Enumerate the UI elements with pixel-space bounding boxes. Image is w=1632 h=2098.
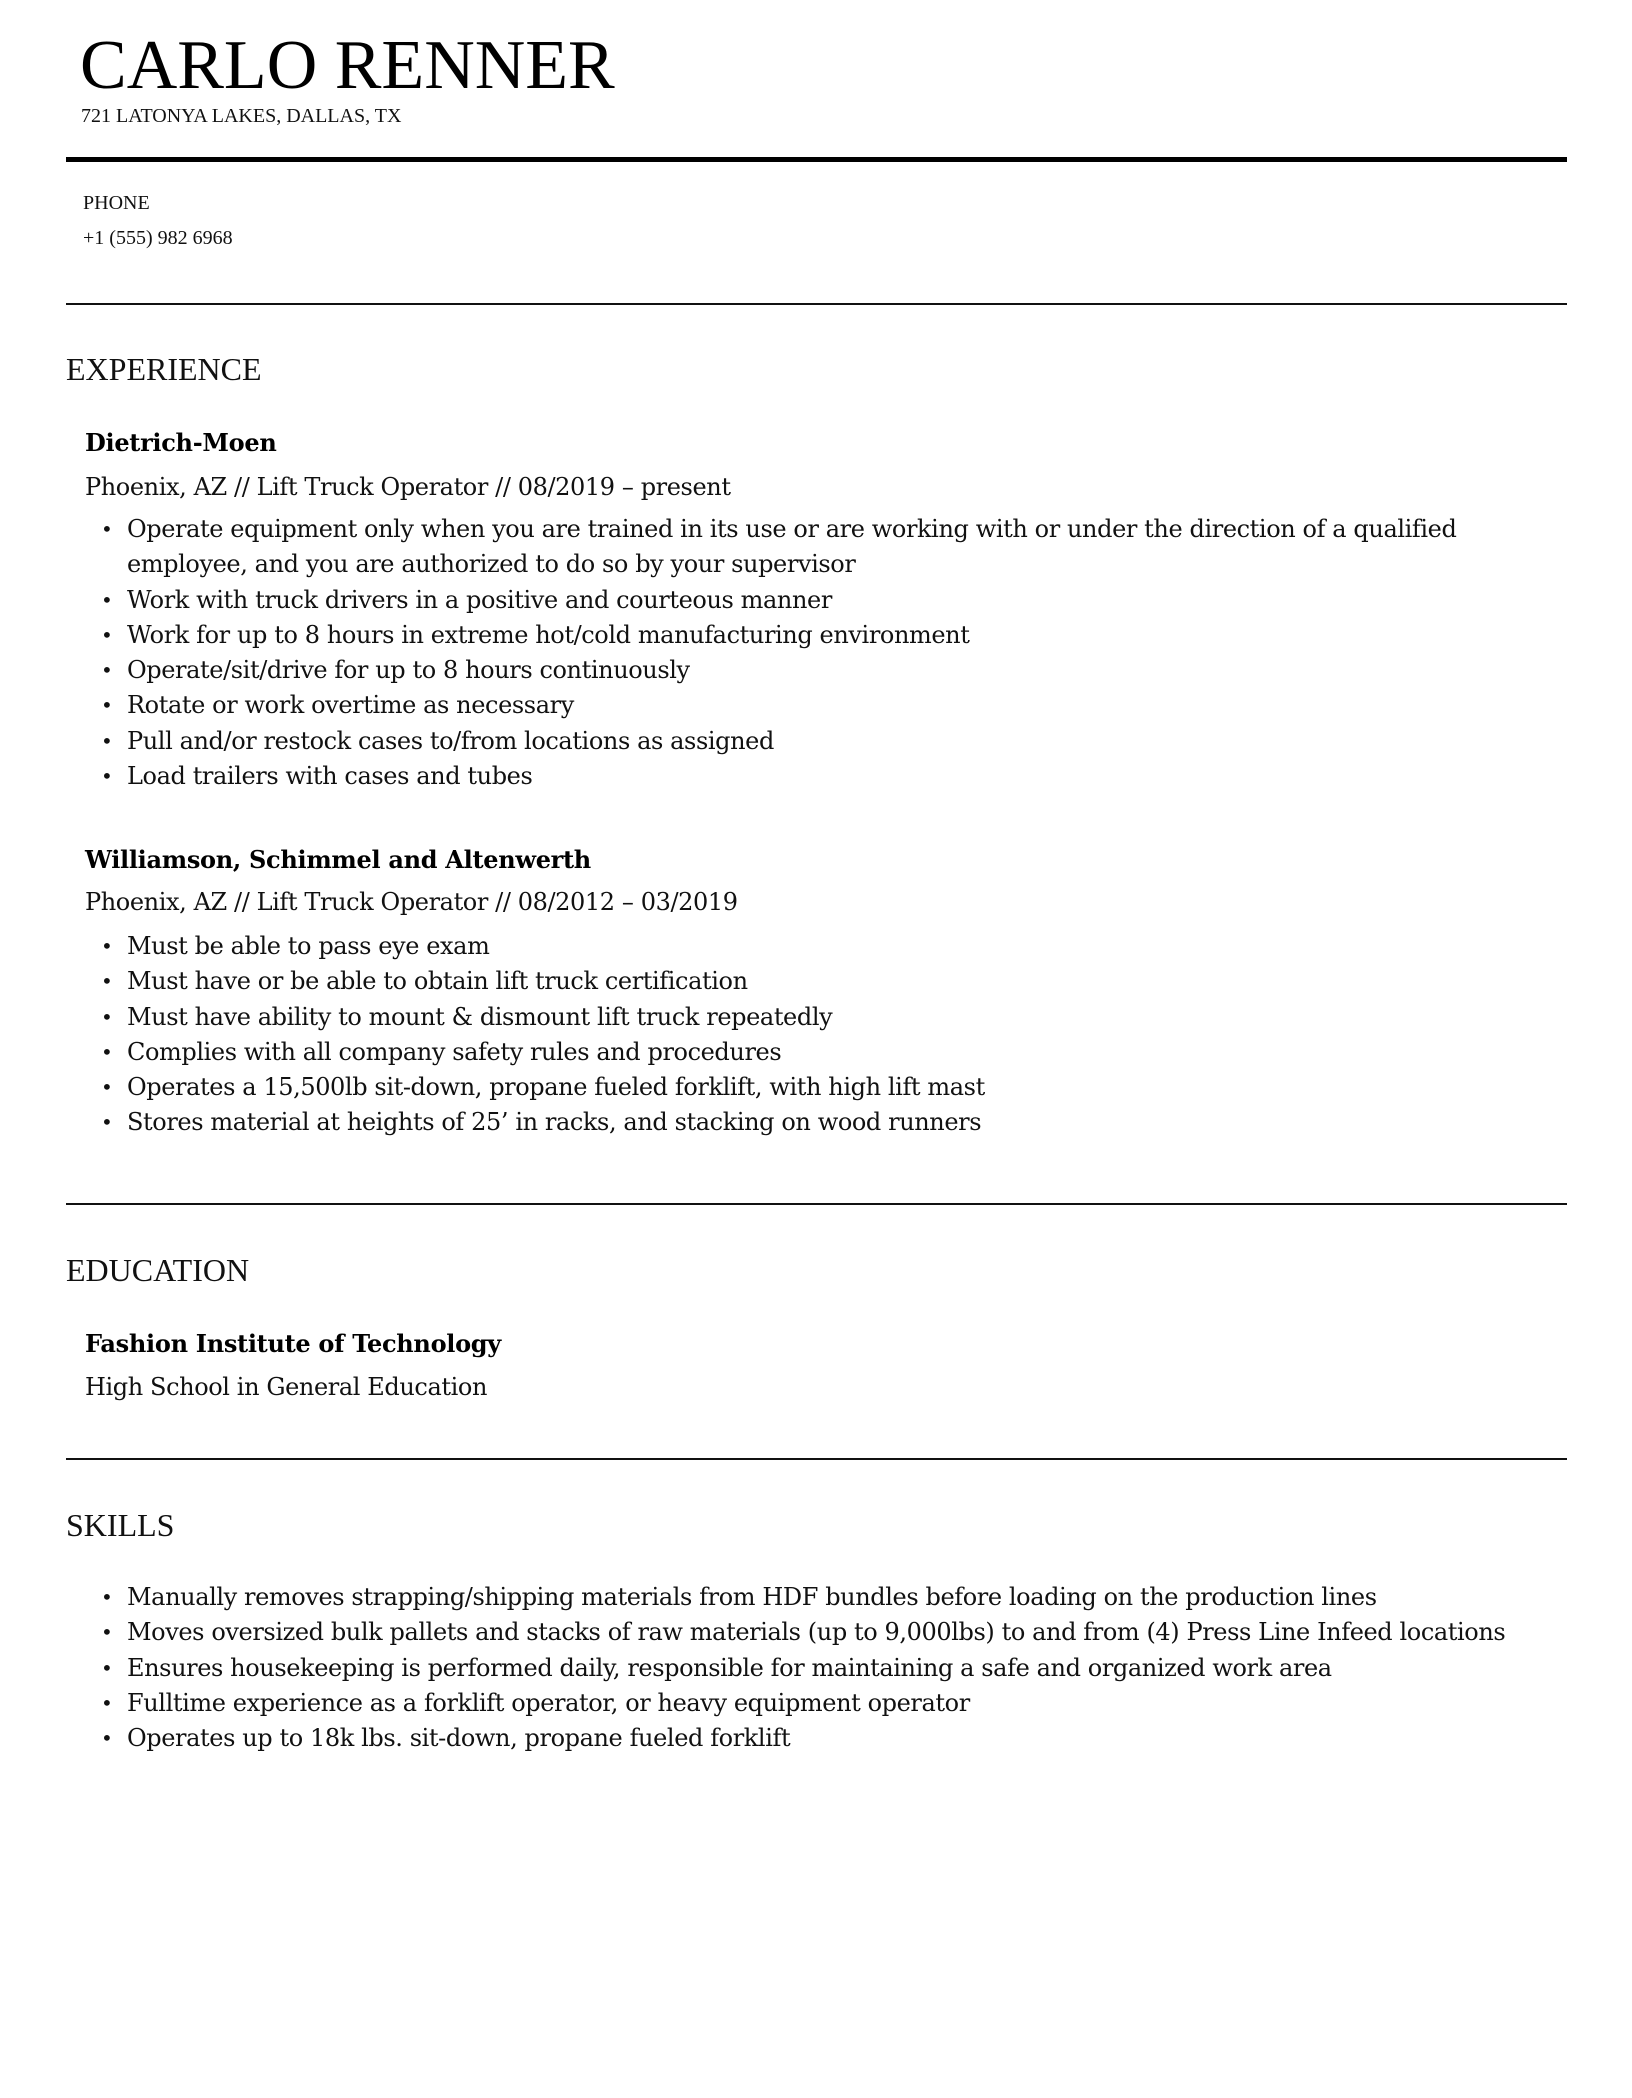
skills-heading: SKILLS xyxy=(66,1507,175,1543)
candidate-name: CARLO RENNER xyxy=(80,27,615,104)
list-item: • Rotate or work overtime as necessary xyxy=(127,688,1547,723)
list-item: • Stores material at heights of 25’ in racks, and stacking on wood runners xyxy=(127,1105,1547,1140)
list-item: • Must have ability to mount & dismount lift truck repeatedly xyxy=(127,1000,1547,1035)
section-divider xyxy=(66,1458,1567,1460)
list-item: • Work for up to 8 hours in extreme hot/cold manufacturing environment xyxy=(127,618,1547,653)
list-item: • Complies with all company safety rules and procedures xyxy=(127,1035,1547,1070)
list-item: • Work with truck drivers in a positive and courteous manner xyxy=(127,583,1547,618)
list-item: • Operates up to 18k lbs. sit-down, propane fueled forklift xyxy=(127,1721,1627,1756)
job-meta: Phoenix, AZ // Lift Truck Operator // 08/2012 – 03/2019 xyxy=(85,888,738,916)
job-company: Dietrich-Moen xyxy=(85,428,277,457)
job-meta: Phoenix, AZ // Lift Truck Operator // 08/2019 – present xyxy=(85,473,731,501)
list-item: • Operate equipment only when you are trained in its use or are working with or under the direction of a qualified employee, and you are authorized to do so by your supervisor xyxy=(127,512,1547,583)
header-divider xyxy=(66,157,1567,162)
list-item: • Manually removes strapping/shipping materials from HDF bundles before loading on the production lines xyxy=(127,1580,1627,1615)
list-item: • Must have or be able to obtain lift truck certification xyxy=(127,964,1547,999)
job-bullets xyxy=(85,929,1547,1141)
candidate-address: 721 LATONYA LAKES, DALLAS, TX xyxy=(81,105,402,127)
school-name: Fashion Institute of Technology xyxy=(85,1329,501,1358)
list-item: • Ensures housekeeping is performed daily, responsible for maintaining a safe and organized work area xyxy=(127,1651,1627,1686)
experience-heading: EXPERIENCE xyxy=(66,351,262,387)
list-item: • Must be able to pass eye exam xyxy=(127,929,1547,964)
phone-value: +1 (555) 982 6968 xyxy=(83,227,233,249)
job-company: Williamson, Schimmel and Altenwerth xyxy=(85,845,591,874)
education-heading: EDUCATION xyxy=(66,1252,250,1288)
list-item: • Moves oversized bulk pallets and stacks of raw materials (up to 9,000lbs) to and from (4) Press Line Infeed locations xyxy=(127,1615,1627,1650)
skills-list xyxy=(85,1580,1627,1756)
degree: High School in General Education xyxy=(85,1373,487,1401)
list-item: • Fulltime experience as a forklift operator, or heavy equipment operator xyxy=(127,1686,1627,1721)
job-bullets xyxy=(85,512,1547,794)
list-item: • Load trailers with cases and tubes xyxy=(127,759,1547,794)
section-divider xyxy=(66,303,1567,305)
phone-label: PHONE xyxy=(83,192,150,214)
list-item: • Operates a 15,500lb sit-down, propane fueled forklift, with high lift mast xyxy=(127,1070,1547,1105)
list-item: • Pull and/or restock cases to/from locations as assigned xyxy=(127,724,1547,759)
list-item: • Operate/sit/drive for up to 8 hours continuously xyxy=(127,653,1547,688)
section-divider xyxy=(66,1203,1567,1205)
